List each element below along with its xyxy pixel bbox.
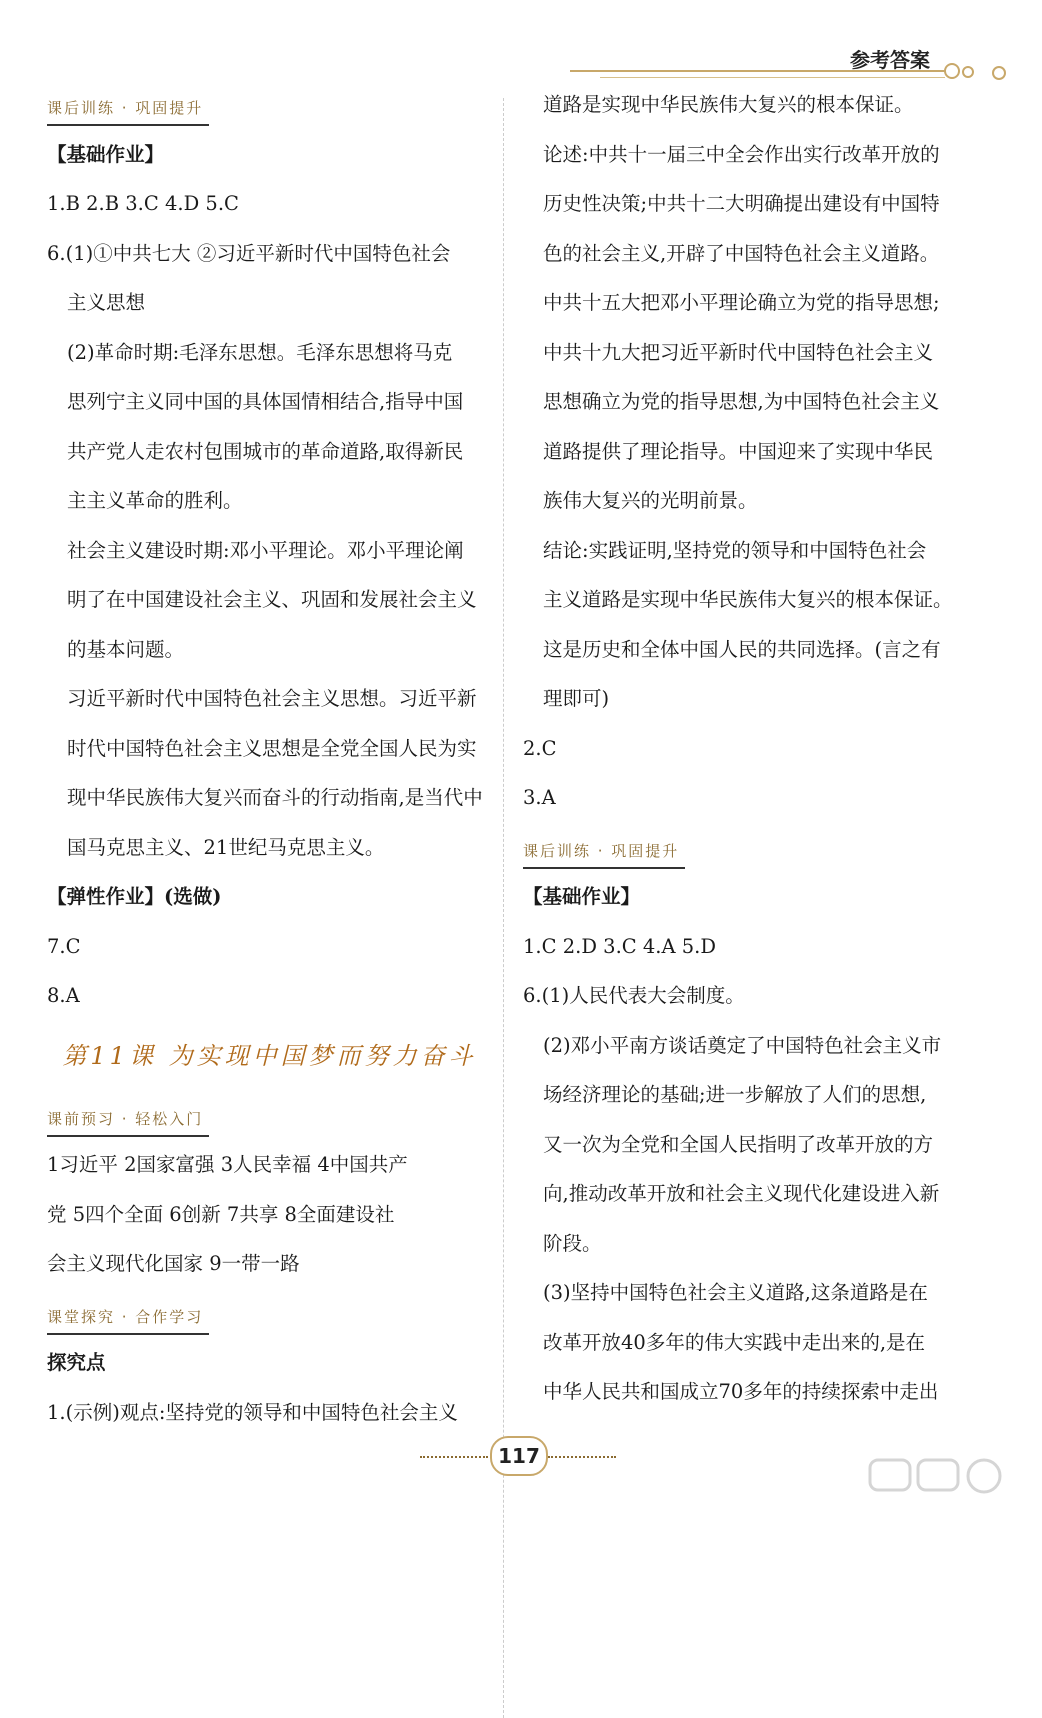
answer-line: 中共十九大把习近平新时代中国特色社会主义: [543, 340, 934, 364]
watermark-logo: [866, 1456, 1016, 1526]
answer-line: 现中华民族伟大复兴而奋斗的行动指南,是当代中: [67, 786, 483, 809]
answer-line: 阶段。: [543, 1231, 602, 1255]
header-ornament-ring: [992, 66, 1006, 80]
header-label: 参考答案: [850, 48, 930, 72]
answer-line: 6.(1)①中共七大 ②习近平新时代中国特色社会: [47, 241, 451, 265]
section-heading: 【弹性作业】(选做): [47, 885, 222, 908]
answer-line: 国马克思主义、21世纪马克思主义。: [67, 835, 385, 859]
answer-line: 8.A: [47, 984, 80, 1007]
answer-line: 明了在中国建设社会主义、巩固和发展社会主义: [67, 588, 477, 611]
page-footer: [420, 1436, 620, 1476]
section-tag-row: [47, 80, 492, 130]
left-column: [47, 80, 492, 1437]
answer-line: 向,推动改革开放和社会主义现代化建设进入新: [543, 1182, 940, 1205]
answer-line: 结论:实践证明,坚持党的领导和中国特色社会: [543, 538, 927, 562]
answer-line: 习近平新时代中国特色社会主义思想。习近平新: [67, 687, 477, 710]
answer-line: 改革开放40多年的伟大实践中走出来的,是在: [543, 1330, 926, 1354]
answer-line: 社会主义建设时期:邓小平理论。邓小平理论阐: [67, 538, 464, 562]
answer-line: 场经济理论的基础;进一步解放了人们的思想,: [543, 1083, 927, 1106]
answer-line: 主主义革命的胜利。: [67, 489, 243, 512]
header-ornament-ring: [944, 63, 960, 79]
watermark-icon: [866, 1456, 1016, 1526]
answer-line: 会主义现代化国家 9一带一路: [47, 1252, 300, 1275]
right-column: [523, 80, 968, 1417]
answer-line: 1.B 2.B 3.C 4.D 5.C: [47, 192, 239, 215]
answer-line: 主义道路是实现中华民族伟大复兴的根本保证。: [543, 588, 953, 611]
answer-line: 7.C: [47, 934, 81, 958]
answer-line: 色的社会主义,开辟了中国特色社会主义道路。: [543, 241, 940, 265]
section-heading: 【基础作业】: [523, 885, 641, 908]
answer-line: 论述:中共十一届三中全会作出实行改革开放的: [543, 142, 940, 166]
section-tag-row: [523, 823, 968, 873]
section-tag: 课后训练 · 巩固提升: [523, 835, 685, 869]
answer-line: 党 5四个全面 6创新 7共享 8全面建设社: [47, 1202, 395, 1226]
answer-line: 思想确立为党的指导思想,为中国特色社会主义: [543, 390, 940, 413]
answer-line: 1习近平 2国家富强 3人民幸福 4中国共产: [47, 1153, 408, 1176]
answer-line: (2)邓小平南方谈话奠定了中国特色社会主义市: [543, 1033, 942, 1057]
section-tag: 课前预习 · 轻松入门: [47, 1103, 209, 1137]
section-tag: 课堂探究 · 合作学习: [47, 1301, 209, 1335]
answer-line: 中共十五大把邓小平理论确立为党的指导思想;: [543, 291, 940, 314]
answer-line: 道路是实现中华民族伟大复兴的根本保证。: [543, 93, 914, 116]
answer-line: (3)坚持中国特色社会主义道路,这条道路是在: [543, 1281, 928, 1304]
answer-line: 2.C: [523, 736, 557, 760]
answer-line: 3.A: [523, 786, 556, 809]
answer-line: 的基本问题。: [67, 637, 185, 661]
answer-line: 时代中国特色社会主义思想是全党全国人民为实: [67, 736, 477, 760]
answer-line: 1.C 2.D 3.C 4.A 5.D: [523, 934, 717, 958]
section-tag-row: [47, 1289, 492, 1339]
answer-line: 共产党人走农村包围城市的革命道路,取得新民: [67, 439, 464, 463]
section-heading: 探究点: [47, 1351, 106, 1374]
answer-line: 1.(示例)观点:坚持党的领导和中国特色社会主义: [47, 1400, 458, 1424]
header-rule-secondary: [600, 77, 945, 78]
answer-line: 主义思想: [67, 291, 146, 314]
answer-line: 道路提供了理论指导。中国迎来了实现中华民: [543, 439, 934, 463]
section-heading: 【基础作业】: [47, 142, 165, 166]
answer-line: 6.(1)人民代表大会制度。: [523, 984, 745, 1007]
answer-line: 这是历史和全体中国人民的共同选择。(言之有: [543, 637, 941, 661]
answer-line: 又一次为全党和全国人民指明了改革开放的方: [543, 1132, 934, 1156]
footer-dots-left: [420, 1456, 488, 1458]
section-tag-row: [47, 1091, 492, 1141]
header-rule: [570, 70, 950, 72]
answer-line: 中华人民共和国成立70多年的持续探索中走出: [543, 1380, 939, 1403]
answer-line: (2)革命时期:毛泽东思想。毛泽东思想将马克: [67, 340, 453, 364]
answer-line: 理即可): [543, 687, 610, 710]
answer-line: 思列宁主义同中国的具体国情相结合,指导中国: [67, 390, 464, 413]
lesson-title: 第11课 为实现中国梦而努力奋斗: [62, 1041, 477, 1070]
footer-dots-right: [548, 1456, 616, 1458]
answer-line: 族伟大复兴的光明前景。: [543, 489, 758, 512]
header-ornament-ring: [962, 66, 974, 78]
section-tag: 课后训练 · 巩固提升: [47, 92, 209, 126]
answer-line: 历史性决策;中共十二大明确提出建设有中国特: [543, 192, 940, 215]
page-number: 117: [490, 1436, 548, 1476]
